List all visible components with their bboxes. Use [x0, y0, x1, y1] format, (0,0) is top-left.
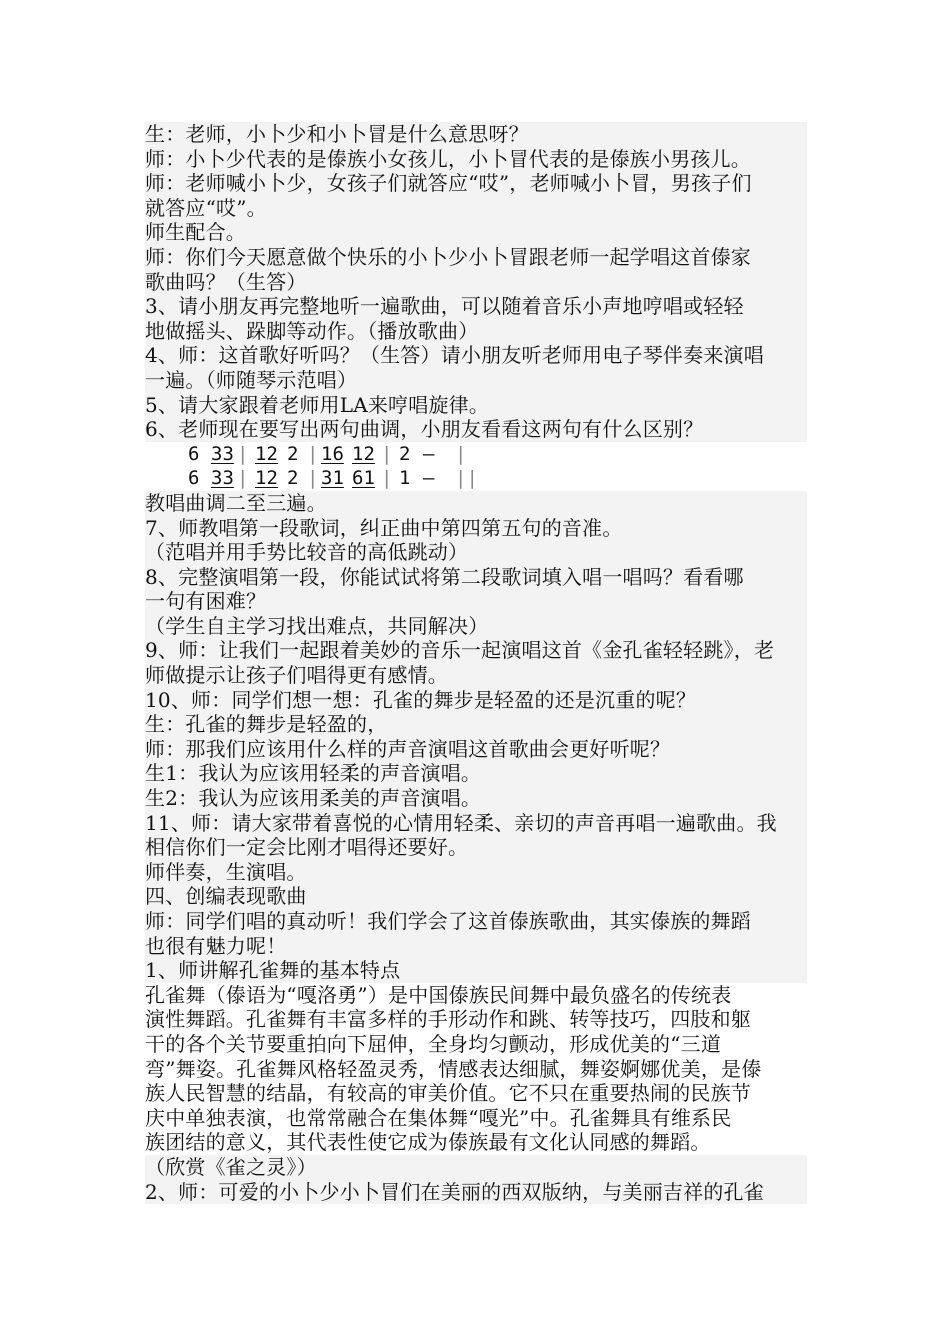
text-block-1 [145, 122, 807, 442]
bar-line: | [237, 442, 249, 465]
text-line: 生：老师，小卜少和小卜冒是什么意思呀？ [145, 122, 807, 147]
note: 1 [399, 467, 411, 490]
text-line: 师伴奏，生演唱。 [145, 860, 807, 885]
text-line: 教唱曲调二至三遍。 [145, 491, 807, 516]
text-line: 7、师教唱第一段歌词，纠正曲中第四第五句的音准。 [145, 516, 807, 541]
note: 33 [211, 467, 234, 490]
note: 12 [255, 442, 278, 465]
text-line: 11、师：请大家带着喜悦的心情用轻柔、亲切的声音再唱一遍歌曲。我 [145, 811, 807, 836]
note: 2 [399, 442, 411, 465]
note: — [423, 467, 435, 490]
text-line: 3、请小朋友再完整地听一遍歌曲，可以随着音乐小声地哼唱或轻轻 [145, 294, 807, 319]
text-line: 师：你们今天愿意做个快乐的小卜少小卜冒跟老师一起学唱这首傣家 [145, 245, 807, 270]
note: — [423, 442, 435, 465]
text-line: 一句有困难？ [145, 589, 807, 614]
text-line: 师：老师喊小卜少，女孩子们就答应“哎”，老师喊小卜冒，男孩子们 [145, 171, 807, 196]
bar-line: | [455, 442, 467, 465]
text-line: （欣赏《雀之灵》） [145, 1155, 807, 1180]
text-line: 庆中单独表演，也常常融合在集体舞“嘎光”中。孔雀舞具有维系民 [145, 1105, 732, 1130]
note: 16 [321, 442, 344, 465]
text-line: （学生自主学习找出难点，共同解决） [145, 614, 807, 639]
notation-row [145, 442, 807, 467]
text-line: 师生配合。 [145, 220, 807, 245]
text-line: 师：同学们唱的真动听！我们学会了这首傣族歌曲，其实傣族的舞蹈 [145, 909, 807, 934]
text-line: 6、老师现在要写出两句曲调，小朋友看看这两句有什么区别？ [145, 417, 807, 442]
bar-line: | [237, 467, 249, 490]
text-line: 生1：我认为应该用轻柔的声音演唱。 [145, 761, 807, 786]
text-line: 8、完整演唱第一段，你能试试将第二段歌词填入唱一唱吗？看看哪 [145, 565, 807, 590]
bar-line: | [307, 442, 319, 465]
text-line: 生2：我认为应该用柔美的声音演唱。 [145, 786, 807, 811]
text-line: 就答应“哎”。 [145, 196, 807, 221]
bar-line: | [307, 467, 319, 490]
text-line: 师做提示让孩子们唱得更有感情。 [145, 663, 807, 688]
text-line: 师：小卜少代表的是傣族小女孩儿，小卜冒代表的是傣族小男孩儿。 [145, 147, 807, 172]
bar-line: | [381, 467, 393, 490]
text-line: 4、师：这首歌好听吗？（生答）请小朋友听老师用电子琴伴奏来演唱 [145, 343, 807, 368]
text-line: （范唱并用手势比较音的高低跳动） [145, 540, 807, 565]
bar-line: | [381, 442, 393, 465]
text-line: 10、师：同学们想一想：孔雀的舞步是轻盈的还是沉重的呢？ [145, 688, 807, 713]
text-line: 5、请大家跟着老师用LA来哼唱旋律。 [145, 393, 807, 418]
text-line: 师：那我们应该用什么样的声音演唱这首歌曲会更好听呢？ [145, 737, 807, 762]
text-line: 一遍。（师随琴示范唱） [145, 368, 807, 393]
note: 61 [352, 467, 375, 490]
text-line: 9、师：让我们一起跟着美妙的音乐一起演唱这首《金孔雀轻轻跳》，老 [145, 638, 807, 663]
note: 6 [188, 467, 200, 490]
text-line: 孔雀舞（傣语为“嘎洛勇”）是中国傣族民间舞中最负盛名的传统表 [145, 982, 732, 1007]
text-line: 演性舞蹈。孔雀舞有丰富多样的手形动作和跳、转等技巧，四肢和躯 [145, 1007, 751, 1032]
note: 12 [352, 442, 375, 465]
note: 2 [287, 467, 299, 490]
text-line: 生：孔雀的舞步是轻盈的， [145, 712, 807, 737]
note: 12 [255, 467, 278, 490]
text-line: 族团结的意义，其代表性使它成为傣族最有文化认同感的舞蹈。 [145, 1130, 711, 1155]
text-line: 干的各个关节要重拍向下屈伸，全身均匀颤动，形成优美的“三道 [145, 1031, 722, 1056]
note: 2 [287, 442, 299, 465]
text-line: 也很有魅力呢！ [145, 934, 807, 959]
document-body [145, 122, 807, 1204]
note: 6 [188, 442, 200, 465]
note: 33 [211, 442, 234, 465]
notation-row [145, 466, 807, 491]
text-line: 歌曲吗？（生答） [145, 270, 807, 295]
text-line: 2、师：可爱的小卜少小卜冒们在美丽的西双版纳，与美丽吉祥的孔雀 [145, 1180, 807, 1205]
text-line: 弯”舞姿。孔雀舞风格轻盈灵秀，情感表达细腻，舞姿婀娜优美，是傣 [145, 1056, 762, 1081]
text-line: 四、创编表现歌曲 [145, 884, 807, 909]
text-line: 族人民智慧的结晶，有较高的审美价值。它不只在重要热闹的民族节 [145, 1081, 751, 1106]
text-line: 地做摇头、跺脚等动作。（播放歌曲） [145, 319, 807, 344]
music-notation [145, 442, 807, 491]
note: 31 [321, 467, 344, 490]
text-line: 1、师讲解孔雀舞的基本特点 [145, 958, 807, 983]
bar-line: || [455, 467, 478, 490]
text-block-2 [145, 491, 807, 1204]
text-line: 相信你们一定会比刚才唱得还要好。 [145, 835, 807, 860]
